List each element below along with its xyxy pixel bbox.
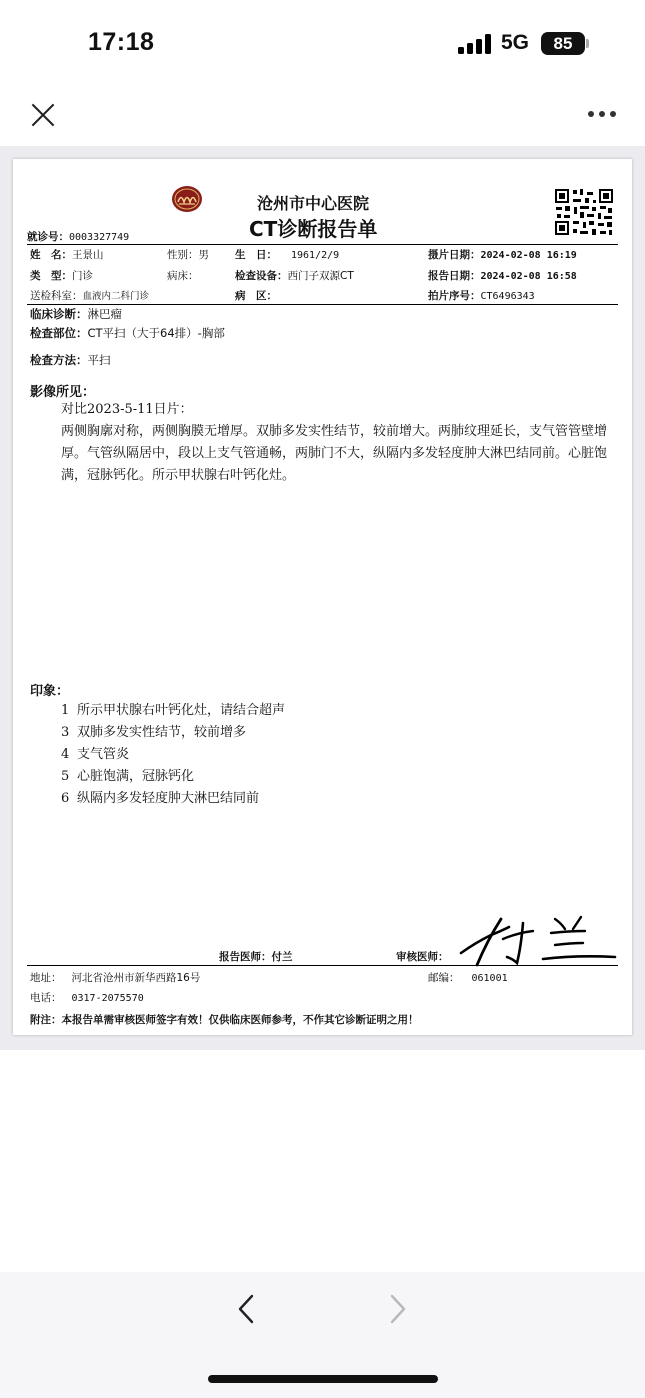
- referring-dept: [30, 288, 149, 303]
- report-doctor-label: 报告医师：: [219, 951, 272, 963]
- review-doctor: [396, 949, 449, 964]
- impression-text: 纵隔内多发轻度肿大淋巴结同前: [77, 791, 260, 806]
- patient-birth-label: 生 日：: [235, 249, 277, 261]
- impression-item: [61, 743, 129, 762]
- ward-label: 病 区：: [235, 290, 277, 302]
- shot-date-label: 摄片日期：: [428, 249, 481, 261]
- battery-level: 85: [553, 34, 573, 53]
- patient-sex: [167, 247, 209, 262]
- report-date-value: 2024-02-08 16:58: [480, 271, 577, 282]
- footer-note: 附注：本报告单需审核医师签字有效！仅供临床医师参考，不作其它诊断证明之用！: [30, 1014, 419, 1026]
- bed-label: 病床：: [167, 270, 199, 282]
- referring-dept-value: 血液内二科门诊: [82, 291, 150, 302]
- referring-dept-label: 送检科室：: [30, 290, 83, 302]
- shot-date: [428, 247, 577, 262]
- film-number: [428, 288, 535, 303]
- bottom-toolbar: [0, 1272, 645, 1398]
- qr-code-icon: [553, 187, 615, 239]
- visit-type-label: 类 型：: [30, 270, 72, 282]
- exam-method-value: 平扫: [87, 353, 111, 367]
- impression-number: 5: [61, 769, 70, 784]
- impression-number: 4: [61, 747, 70, 762]
- exam-method: [30, 352, 111, 368]
- exam-part-label: 检查部位：: [30, 326, 88, 340]
- impression-number: 6: [61, 791, 70, 806]
- address-value: 河北省沧州市新华西路16号: [71, 972, 201, 984]
- findings-heading: 影像所见：: [30, 385, 96, 400]
- zip-code: [428, 970, 508, 985]
- visit-number-label: 就诊号：: [27, 231, 69, 243]
- phone-value: 0317-2075570: [71, 993, 144, 1004]
- patient-birth-value: 1961/2/9: [291, 250, 340, 261]
- home-indicator[interactable]: [208, 1375, 438, 1383]
- report-title: CT诊断报告单: [249, 217, 378, 241]
- patient-birth: [235, 247, 339, 262]
- patient-sex-label: 性别：: [167, 249, 199, 261]
- impression-text: 所示甲状腺右叶钙化灶，请结合超声: [77, 703, 286, 718]
- phone-label: 电话：: [30, 992, 62, 1004]
- findings-text: 两侧胸廓对称，两侧胸膜无增厚。双肺多发实性结节，较前增大。两肺纹理延长，支气管管壁增厚。气管纵隔居中，段以上支气管通畅，两肺门不大，纵隔内多发轻度肿大淋巴结同前。心脏饱满，冠脉钙化。所示甲状腺右叶钙化灶。: [61, 424, 608, 483]
- network-type: 5G: [501, 31, 530, 54]
- findings-compare: 对比2023-5-11日片：: [61, 402, 193, 417]
- impression-number: 1: [61, 703, 70, 718]
- back-arrow-icon[interactable]: [232, 1292, 260, 1326]
- patient-name: [30, 247, 104, 262]
- zip-code-value: 061001: [471, 973, 508, 984]
- phone: [30, 990, 144, 1005]
- clinical-diagnosis-value: 淋巴瘤: [87, 307, 122, 321]
- exam-part-value: CT平扫（大于64排）-胸部: [87, 326, 225, 340]
- impression-number: 3: [61, 725, 70, 740]
- report-doctor: [219, 949, 293, 964]
- exam-device: [235, 268, 354, 283]
- film-number-value: CT6496343: [480, 291, 535, 302]
- battery-cap: [586, 39, 589, 48]
- ct-report: [13, 159, 632, 1035]
- clinical-diagnosis-label: 临床诊断：: [30, 307, 88, 321]
- exam-method-label: 检查方法：: [30, 353, 88, 367]
- impression-item: [61, 765, 194, 784]
- exam-part: [30, 325, 225, 341]
- impression-text: 心脏饱满，冠脉钙化: [77, 769, 195, 784]
- signature-icon: [457, 913, 619, 969]
- status-bar: [0, 0, 645, 88]
- address: [30, 970, 200, 985]
- clinical-diagnosis: [30, 306, 122, 322]
- report-doctor-value: 付兰: [271, 951, 293, 963]
- visit-number: [27, 229, 129, 244]
- fields-rule: [27, 304, 618, 305]
- nav-bar: [0, 88, 645, 146]
- exam-device-value: 西门子双源CT: [287, 270, 354, 282]
- impression-heading: 印象：: [30, 684, 70, 699]
- impression-item: [61, 787, 259, 806]
- header-rule: [27, 244, 618, 245]
- report-page: [13, 159, 632, 1035]
- hospital-name: 沧州市中心医院: [257, 194, 370, 213]
- battery-icon: [541, 32, 585, 55]
- bed: [167, 268, 199, 283]
- status-time: 17:18: [88, 28, 155, 56]
- cellular-signal-icon: [458, 34, 492, 54]
- impression-text: 支气管炎: [77, 747, 130, 762]
- more-options-icon[interactable]: [586, 110, 618, 120]
- patient-name-label: 姓 名：: [30, 249, 72, 261]
- forward-arrow-icon[interactable]: [384, 1292, 412, 1326]
- address-label: 地址：: [30, 972, 62, 984]
- visit-type-value: 门诊: [72, 270, 93, 282]
- zip-code-label: 邮编：: [428, 972, 460, 984]
- exam-device-label: 检查设备：: [235, 270, 288, 282]
- patient-sex-value: 男: [198, 249, 209, 261]
- document-viewer[interactable]: [0, 146, 645, 1050]
- shot-date-value: 2024-02-08 16:19: [480, 250, 577, 261]
- signature-rule: [27, 965, 618, 966]
- patient-name-value: 王景山: [72, 249, 104, 261]
- impression-item: [61, 721, 246, 740]
- impression-text: 双肺多发实性结节，较前增多: [77, 725, 247, 740]
- report-date-label: 报告日期：: [428, 270, 481, 282]
- visit-type: [30, 268, 93, 283]
- hospital-logo-icon: [171, 185, 203, 213]
- ward: [235, 288, 277, 303]
- visit-number-value: 0003327749: [69, 232, 130, 243]
- review-doctor-label: 审核医师：: [396, 951, 449, 963]
- film-number-label: 拍片序号：: [428, 290, 481, 302]
- impression-item: [61, 699, 285, 718]
- close-icon[interactable]: [26, 98, 60, 132]
- report-date: [428, 268, 577, 283]
